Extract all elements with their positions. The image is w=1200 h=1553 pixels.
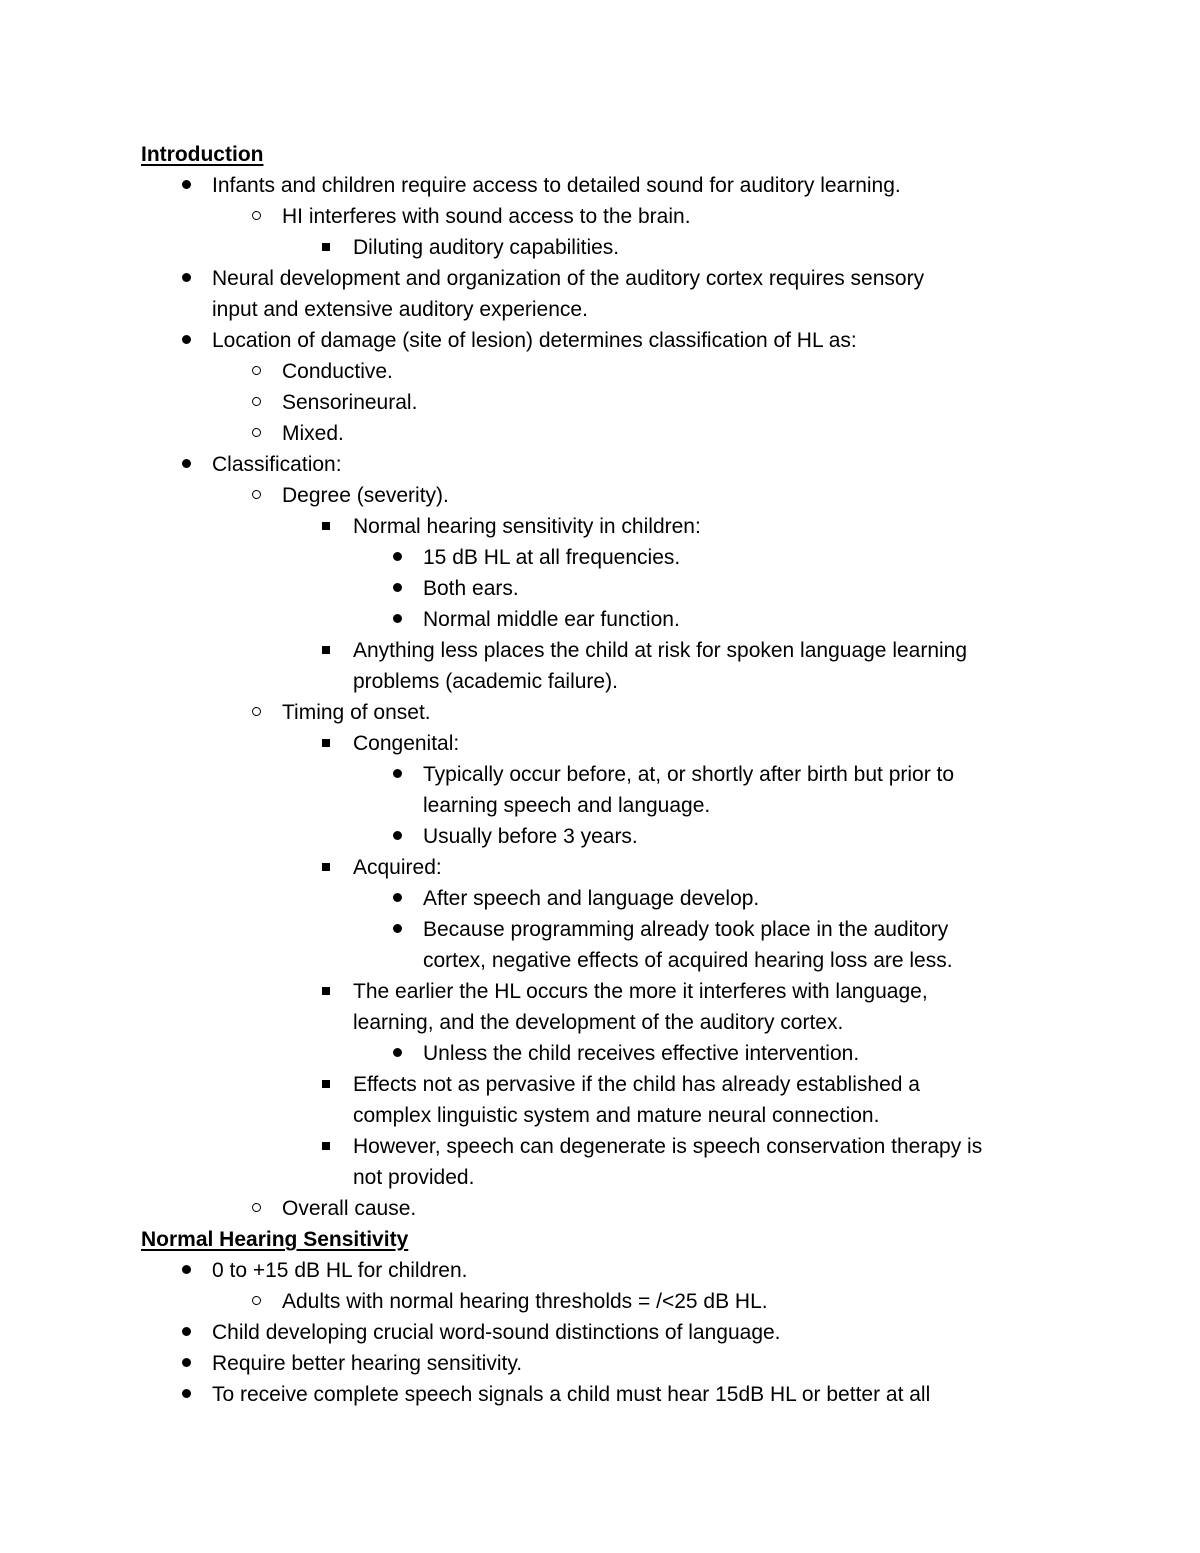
list-item-text: Classification: [212,453,342,476]
circle-bullet-icon [249,387,263,418]
list-item-text: Typically occur before, at, or shortly after birth but prior to [423,763,955,786]
list-item-text: 0 to +15 dB HL for children. [212,1259,468,1282]
section-heading: Normal Hearing Sensitivity [141,1228,409,1251]
list-item-text: Both ears. [423,577,519,600]
disc-bullet-icon [179,1317,193,1348]
list-item-text: Timing of onset. [282,701,431,724]
list-item-text: Usually before 3 years. [423,825,638,848]
list-item [141,697,1071,728]
list-item [141,976,1071,1038]
circle-bullet-icon [249,480,263,511]
disc-bullet-icon [179,170,193,201]
list-item [141,1379,1071,1410]
disc-bullet-icon [390,759,404,790]
document-body [141,139,1071,1410]
list-item-text: Because programming already took place in the auditory [423,918,949,941]
list-item-text: Sensorineural. [282,391,418,414]
square-bullet-icon [319,976,333,1007]
list-item-text: Adults with normal hearing thresholds = /<25 dB HL. [282,1290,768,1313]
disc-bullet-icon [179,325,193,356]
list-item [141,356,1071,387]
list-item-text: not provided. [353,1166,475,1189]
disc-bullet-icon [179,263,193,294]
disc-bullet-icon [390,604,404,635]
square-bullet-icon [319,511,333,542]
list-item [141,1317,1071,1348]
list-item [141,542,1071,573]
list-item-text: HI interferes with sound access to the brain. [282,205,691,228]
list-item-text: Overall cause. [282,1197,417,1220]
list-item-text: cortex, negative effects of acquired hearing loss are less. [423,949,953,972]
list-item-text: Neural development and organization of the auditory cortex requires sensory [212,267,925,290]
list-item [141,1069,1071,1131]
list-item [141,325,1071,356]
list-item-text: Infants and children require access to detailed sound for auditory learning. [212,174,901,197]
list-item-text: Child developing crucial word-sound distinctions of language. [212,1321,781,1344]
square-bullet-icon [319,728,333,759]
list-item-text: Congenital: [353,732,460,755]
list-item [141,573,1071,604]
list-item [141,1193,1071,1224]
circle-bullet-icon [249,201,263,232]
list-item [141,201,1071,232]
list-item [141,635,1071,697]
list-item-text: complex linguistic system and mature neural connection. [353,1104,880,1127]
list-item [141,387,1071,418]
list-item-text: 15 dB HL at all frequencies. [423,546,681,569]
section-heading: Introduction [141,143,264,166]
list-item [141,759,1071,821]
circle-bullet-icon [249,1193,263,1224]
list-item-text: input and extensive auditory experience. [212,298,588,321]
disc-bullet-icon [390,914,404,945]
list-item [141,170,1071,201]
list-item [141,1286,1071,1317]
disc-bullet-icon [179,1379,193,1410]
list-item-text: learning, and the development of the auditory cortex. [353,1011,844,1034]
list-item [141,1348,1071,1379]
list-item [141,604,1071,635]
list-item-text: Normal middle ear function. [423,608,680,631]
list-item-text: Normal hearing sensitivity in children: [353,515,701,538]
list-item [141,232,1071,263]
circle-bullet-icon [249,418,263,449]
disc-bullet-icon [390,821,404,852]
list-item-text: problems (academic failure). [353,670,618,693]
square-bullet-icon [319,1069,333,1100]
circle-bullet-icon [249,356,263,387]
list-item [141,480,1071,511]
list-item-text: Require better hearing sensitivity. [212,1352,523,1375]
disc-bullet-icon [179,449,193,480]
list-item-text: learning speech and language. [423,794,711,817]
disc-bullet-icon [390,542,404,573]
disc-bullet-icon [179,1348,193,1379]
list-item-text: Acquired: [353,856,442,879]
list-item-text: Conductive. [282,360,393,383]
disc-bullet-icon [179,1255,193,1286]
list-item-text: Anything less places the child at risk for spoken language learning [353,639,968,662]
square-bullet-icon [319,852,333,883]
disc-bullet-icon [390,573,404,604]
list-item-text: Diluting auditory capabilities. [353,236,620,259]
square-bullet-icon [319,232,333,263]
list-item [141,852,1071,883]
list-item-text: Mixed. [282,422,344,445]
disc-bullet-icon [390,883,404,914]
list-item [141,511,1071,542]
list-item-text: After speech and language develop. [423,887,760,910]
list-item-text: The earlier the HL occurs the more it interferes with language, [353,980,928,1003]
list-item-text: To receive complete speech signals a child must hear 15dB HL or better at all [212,1383,931,1406]
square-bullet-icon [319,635,333,666]
list-item-text: Unless the child receives effective intervention. [423,1042,860,1065]
list-item [141,1255,1071,1286]
list-item [141,1038,1071,1069]
list-item [141,418,1071,449]
list-item [141,263,1071,325]
circle-bullet-icon [249,1286,263,1317]
list-item [141,449,1071,480]
list-item [141,914,1071,976]
list-item-text: Effects not as pervasive if the child has already established a [353,1073,920,1096]
list-item [141,883,1071,914]
list-item-text: Degree (severity). [282,484,449,507]
square-bullet-icon [319,1131,333,1162]
list-item [141,1131,1071,1193]
list-item [141,821,1071,852]
list-item [141,728,1071,759]
disc-bullet-icon [390,1038,404,1069]
list-item-text: However, speech can degenerate is speech conservation therapy is [353,1135,983,1158]
circle-bullet-icon [249,697,263,728]
list-item-text: Location of damage (site of lesion) determines classification of HL as: [212,329,857,352]
